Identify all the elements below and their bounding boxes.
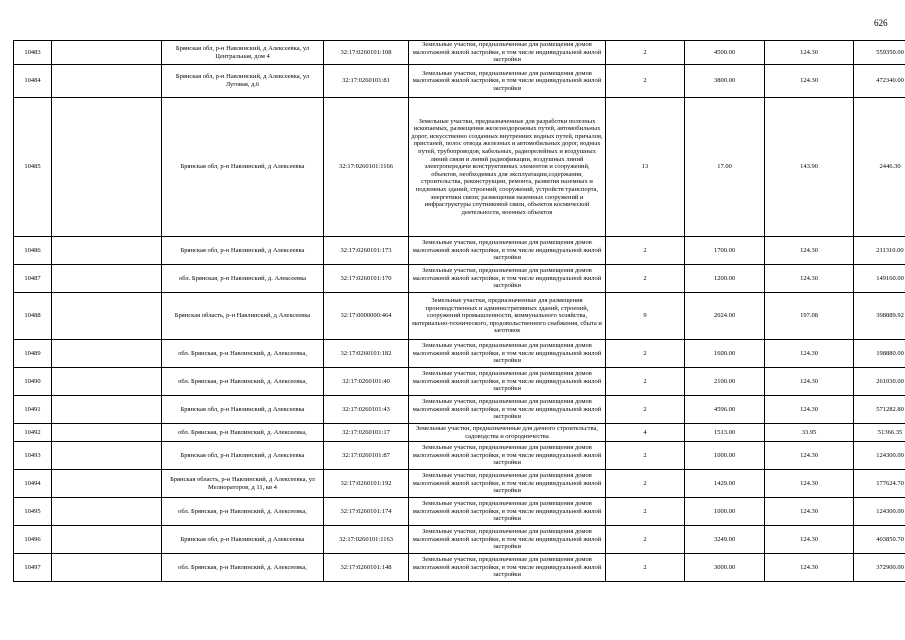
record-number-cell: 10493 [14,442,52,470]
use-category-cell: 9 [606,293,685,340]
table-row [14,554,905,582]
specific-value-cell: 124.30 [765,526,854,554]
table-row [14,340,905,368]
table-row [14,442,905,470]
table-row [14,41,905,65]
table-row [14,265,905,293]
cadastral-number-cell: 32:17:0260101:174 [324,498,409,526]
table-body [14,41,905,582]
table-row [14,98,905,237]
specific-value-cell: 124.30 [765,396,854,424]
cadastral-value-cell: 124300.00 [854,498,905,526]
land-use-cell: Земельные участки, предназначенные для размещения домов малоэтажной жилой застройки, в том числе индивидуальной жилой застройки [409,65,606,98]
address-cell: обл. Брянская, р-н Навлинский, д. Алексеевка, [162,424,324,442]
land-use-cell: Земельные участки, предназначенные для размещения домов малоэтажной жилой застройки, в том числе индивидуальной жилой застройки [409,470,606,498]
cadastral-number-cell: 32:17:0260101:17 [324,424,409,442]
area-cell: 1000.00 [685,498,765,526]
record-number-cell: 10484 [14,65,52,98]
record-number-cell: 10487 [14,265,52,293]
address-cell: Брянская обл, р-н Навлинский, д Алексеевка, ул Центральная, дом 4 [162,41,324,65]
area-cell: 3249.00 [685,526,765,554]
cadastral-number-cell: 32:17:0260101:1166 [324,98,409,237]
land-use-cell: Земельные участки, предназначенные для размещения домов малоэтажной жилой застройки, в том числе индивидуальной жилой застройки [409,41,606,65]
cadastral-value-cell: 2446.30 [854,98,905,237]
cadastral-number-cell: 32:17:0260101:108 [324,41,409,65]
record-number-cell: 10492 [14,424,52,442]
specific-value-cell: 124.30 [765,442,854,470]
cadastral-value-cell: 149160.00 [854,265,905,293]
record-number-cell: 10489 [14,340,52,368]
area-cell: 3000.00 [685,554,765,582]
specific-value-cell: 143.90 [765,98,854,237]
cadastral-value-cell: 261030.00 [854,368,905,396]
area-cell: 1600.00 [685,340,765,368]
cadastral-value-cell: 124300.00 [854,442,905,470]
cadastral-number-cell: 32:17:0260101:192 [324,470,409,498]
record-number-cell: 10488 [14,293,52,340]
record-number-cell: 10494 [14,470,52,498]
empty-cell [52,424,162,442]
empty-cell [52,498,162,526]
empty-cell [52,368,162,396]
address-cell: обл. Брянская, р-н Навлинский, д. Алексеевка, [162,498,324,526]
table-row [14,470,905,498]
area-cell: 1200.00 [685,265,765,293]
empty-cell [52,237,162,265]
address-cell: Брянская обл, р-н Навлинский, д Алексеевка [162,98,324,237]
use-category-cell: 2 [606,41,685,65]
table-row [14,368,905,396]
specific-value-cell: 124.30 [765,340,854,368]
record-number-cell: 10490 [14,368,52,396]
empty-cell [52,554,162,582]
cadastral-number-cell: 32:17:0260101:148 [324,554,409,582]
land-use-cell: Земельные участки, предназначенные для размещения домов малоэтажной жилой застройки, в том числе индивидуальной жилой застройки [409,340,606,368]
address-cell: обл. Брянская, р-н Навлинский, д. Алексеевка, [162,340,324,368]
land-use-cell: Земельные участки, предназначенные для разработки полезных ископаемых, размещения железнодорожных путей, автомобильных дорог, искусственно созданных внутренних водных путей, причалов, пристаней, полос отвода железных и автомобильных дорог, водных путей, трубопроводов, кабельных, радиорелейных и воздушных линий связи и линий радиофикации, воздушных линий электропередачи конструктивных элементов и сооружений, объектов, необходимых для эксплуатации,содержания, строительства, реконструкции, ремонта, развития наземных и подземных зданий, строений, сооружений, устройств транспорта, энергетики связи; размещения наземных сооружений и инфраструктуры спутниковой связи, объектов космической деятельности, военных объектов [409,98,606,237]
specific-value-cell: 124.30 [765,498,854,526]
use-category-cell: 2 [606,470,685,498]
page-number: 626 [874,18,888,28]
area-cell: 1429.00 [685,470,765,498]
land-use-cell: Земельные участки, предназначенные для размещения домов малоэтажной жилой застройки, в том числе индивидуальной жилой застройки [409,396,606,424]
address-cell: обл. Брянская, р-н Навлинский, д. Алексеевка, [162,554,324,582]
record-number-cell: 10495 [14,498,52,526]
table-row [14,396,905,424]
empty-cell [52,470,162,498]
use-category-cell: 2 [606,442,685,470]
cadastral-value-cell: 398889.92 [854,293,905,340]
specific-value-cell: 124.30 [765,237,854,265]
empty-cell [52,293,162,340]
specific-value-cell: 124.30 [765,554,854,582]
cadastral-value-cell: 559350.00 [854,41,905,65]
record-number-cell: 10486 [14,237,52,265]
table-row [14,65,905,98]
area-cell: 4596.00 [685,396,765,424]
table-row [14,424,905,442]
land-use-cell: Земельные участки, предназначенные для дачного строительства, садоводства и огородничества [409,424,606,442]
specific-value-cell: 33.95 [765,424,854,442]
record-number-cell: 10496 [14,526,52,554]
cadastral-number-cell: 32:17:0260101:87 [324,442,409,470]
land-use-cell: Земельные участки, предназначенные для размещения домов малоэтажной жилой застройки, в том числе индивидуальной жилой застройки [409,526,606,554]
area-cell: 2100.00 [685,368,765,396]
specific-value-cell: 124.30 [765,265,854,293]
land-use-cell: Земельные участки, предназначенные для размещения домов малоэтажной жилой застройки, в том числе индивидуальной жилой застройки [409,265,606,293]
empty-cell [52,396,162,424]
empty-cell [52,442,162,470]
use-category-cell: 2 [606,368,685,396]
empty-cell [52,98,162,237]
specific-value-cell: 197.08 [765,293,854,340]
table-row [14,526,905,554]
area-cell: 1000.00 [685,442,765,470]
use-category-cell: 2 [606,498,685,526]
cadastral-value-cell: 198880.00 [854,340,905,368]
cadastral-value-cell: 472340.00 [854,65,905,98]
land-use-cell: Земельные участки, предназначенные для размещения домов малоэтажной жилой застройки, в том числе индивидуальной жилой застройки [409,368,606,396]
address-cell: Брянская обл, р-н Навлинский, д Алексеевка [162,526,324,554]
record-number-cell: 10497 [14,554,52,582]
cadastral-number-cell: 32:17:0260101:182 [324,340,409,368]
cadastral-value-cell: 372900.00 [854,554,905,582]
cadastral-value-cell: 571282.80 [854,396,905,424]
cadastral-value-cell: 51366.35 [854,424,905,442]
cadastral-number-cell: 32:17:0260101:170 [324,265,409,293]
land-use-cell: Земельные участки, предназначенные для размещения домов малоэтажной жилой застройки, в том числе индивидуальной жилой застройки [409,442,606,470]
use-category-cell: 2 [606,265,685,293]
area-cell: 17.00 [685,98,765,237]
use-category-cell: 2 [606,526,685,554]
land-register-table [13,40,905,582]
record-number-cell: 10485 [14,98,52,237]
address-cell: обл. Брянская, р-н Навлинский, д. Алексеевка, [162,368,324,396]
cadastral-number-cell: 32:17:0260101:81 [324,65,409,98]
table-row [14,498,905,526]
cadastral-value-cell: 403850.70 [854,526,905,554]
area-cell: 2024.00 [685,293,765,340]
specific-value-cell: 124.30 [765,65,854,98]
specific-value-cell: 124.30 [765,41,854,65]
cadastral-number-cell: 32:17:0260101:1163 [324,526,409,554]
area-cell: 4500.00 [685,41,765,65]
use-category-cell: 2 [606,554,685,582]
specific-value-cell: 124.30 [765,470,854,498]
area-cell: 1513.00 [685,424,765,442]
empty-cell [52,265,162,293]
land-use-cell: Земельные участки, предназначенные для размещения домов малоэтажной жилой застройки, в том числе индивидуальной жилой застройки [409,554,606,582]
use-category-cell: 13 [606,98,685,237]
use-category-cell: 4 [606,424,685,442]
address-cell: Брянская обл, р-н Навлинский, д Алексеевка [162,442,324,470]
empty-cell [52,41,162,65]
address-cell: Брянская область, р-н Навлинский, д Алексеевка [162,293,324,340]
use-category-cell: 2 [606,65,685,98]
use-category-cell: 2 [606,340,685,368]
use-category-cell: 2 [606,396,685,424]
empty-cell [52,526,162,554]
specific-value-cell: 124.30 [765,368,854,396]
area-cell: 3800.00 [685,65,765,98]
record-number-cell: 10491 [14,396,52,424]
cadastral-number-cell: 32:17:0260101:173 [324,237,409,265]
cadastral-number-cell: 32:17:0260101:43 [324,396,409,424]
cadastral-number-cell: 32:17:0260101:40 [324,368,409,396]
table-row [14,237,905,265]
land-use-cell: Земельные участки, предназначенные для размещения домов малоэтажной жилой застройки, в том числе индивидуальной жилой застройки [409,237,606,265]
address-cell: Брянская обл, р-н Навлинский, д Алексеевка [162,396,324,424]
address-cell: Брянская обл, р-н Навлинский, д Алексеевка [162,237,324,265]
area-cell: 1700.00 [685,237,765,265]
land-use-cell: Земельные участки, предназначенные для размещения домов малоэтажной жилой застройки, в том числе индивидуальной жилой застройки [409,498,606,526]
cadastral-value-cell: 177624.70 [854,470,905,498]
record-number-cell: 10483 [14,41,52,65]
address-cell: Брянская область, р-н Навлинский, д Алексеевка, ул Мелиораторов, д 11, кв 4 [162,470,324,498]
use-category-cell: 2 [606,237,685,265]
land-use-cell: Земельные участки, предназначенные для размещения производственных и административных зданий, строений, сооружений промышленности, коммунального хозяйства, материально-технического, продовольственного снабжения, сбыта и заготовок [409,293,606,340]
address-cell: обл. Брянская, р-н Навлинский, д. Алексеевка [162,265,324,293]
cadastral-value-cell: 211310.00 [854,237,905,265]
cadastral-number-cell: 32:17:0000000:464 [324,293,409,340]
empty-cell [52,65,162,98]
table-row [14,293,905,340]
empty-cell [52,340,162,368]
address-cell: Брянская обл, р-н Навлинский, д Алексеевка, ул Луговая, д.6 [162,65,324,98]
